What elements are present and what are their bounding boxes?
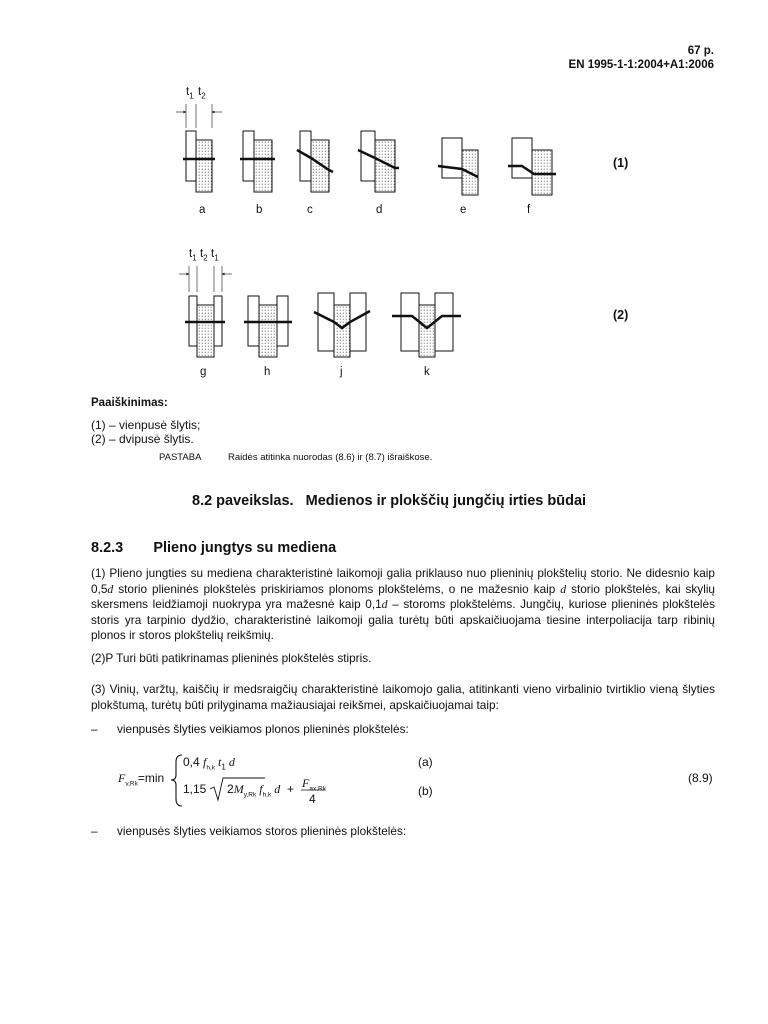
mode-letter: f [527, 204, 531, 216]
paragraph-2: (2)P Turi būti patikrinamas plieninės plokštelės stipris. [91, 651, 372, 665]
figure-caption: 8.2 paveikslas. Medienos ir plokščių jungčių irties būdai [192, 493, 587, 509]
legend-title: Paaiškinimas: [91, 397, 168, 409]
bullet-text: vienpusės šlyties veikiamos plonos plieninės plokštelės: [117, 722, 409, 736]
equation-label-b: (b) [418, 784, 433, 798]
equation-case-a: 0,4 $f_{h,k}$ $t_1$ d [183, 755, 235, 772]
dim-label-t1-right: $t_1$ [211, 248, 219, 263]
bullet-text: vienpusės šlyties veikiamos storos plieninės plokštelės: [117, 824, 407, 838]
equation-case-b: 1,15 [183, 782, 207, 796]
mode-letter: h [264, 366, 271, 378]
legend-item: (1) – vienpusė šlytis; [91, 418, 201, 432]
page-number: 67 p. [687, 45, 714, 57]
section-title: Plieno jungtys su mediena [153, 540, 337, 556]
equation-fraction-denominator: 4 [309, 792, 316, 806]
legend-list [91, 418, 200, 446]
mode-letter: a [199, 204, 206, 216]
mode-k-drawing [392, 293, 461, 357]
mode-letter: b [256, 204, 263, 216]
dim-label-t1: $t_1$ [186, 86, 194, 101]
dim-label-t1-left: $t_1$ [189, 248, 197, 263]
bullet-dash: – [91, 824, 98, 838]
mode-letter: j [340, 366, 343, 378]
legend-item: (2) – dvipusė šlytis. [91, 432, 194, 446]
bullet-dash: – [91, 722, 98, 736]
mode-g-drawing [179, 266, 232, 357]
note-text: Raidės atitinka nuorodas (8.6) ir (8.7) išraiškose. [228, 452, 433, 463]
mode-letter: d [376, 204, 383, 216]
mode-f-drawing [508, 138, 556, 195]
mode-c-drawing [297, 131, 333, 192]
paragraph-1: (1) Plieno jungties su mediena charakteristinė laikomoji galia priklauso nuo plieninių plokštelių storio. Ne didesnio kaip 0,5d storio plieninės plokštelės priskiriamos plonoms plokštelėms, o ne mažesnio kaip d storio plokštelės, kai skylių skersmens leidžiamoji nuokrypa yra mažesnė kaip 0,1d – storoms plokštelėms. Jungčių, kuriose plieninės plokštelės storis yra tarpinio dydžio, charakteristinė laikomoji galia turėtų būti apskaičiuojama tiesine interpoliacija tarp ribinių plonos ir storos plokštelių reikšmių. [91, 566, 715, 642]
equation-number: (8.9) [688, 771, 713, 785]
mode-a-drawing [176, 104, 222, 192]
mode-letter: k [424, 366, 430, 378]
equation-lhs: $F_{v,Rk}=\min$ [118, 771, 165, 788]
dim-label-t2: $t_2$ [198, 86, 206, 101]
mode-e-drawing [438, 138, 478, 195]
paragraph-3: (3) Vinių, varžtų, kaiščių ir medsraigčių charakteristinė laikomojo galia, atitinkanti vieno virbalinio tvirtiklio vieną šlyties plokštumą, turėtų būti prilyginama mažiausiajai reikšmei, apskaičiuojamai taip: [91, 682, 715, 712]
mode-d-drawing [358, 131, 399, 192]
mode-letter: c [307, 204, 313, 216]
mode-j-drawing [314, 293, 370, 357]
note-label: PASTABA [159, 452, 202, 463]
section-heading [91, 540, 336, 556]
equation-plus: + [287, 782, 295, 796]
equation-case-b-root: $2M_{y,Rk}$ $f_{h,k}$ d [227, 782, 281, 799]
dim-label-t2-mid: $t_2$ [200, 248, 208, 263]
row2-marker: (2) [613, 308, 629, 322]
equation-label-a: (a) [418, 755, 433, 769]
mode-h-drawing [244, 296, 292, 357]
standard-reference: EN 1995-1-1:2004+A1:2006 [568, 59, 714, 71]
section-number: 8.2.3 [91, 540, 124, 556]
mode-letter: g [200, 366, 207, 378]
mode-letter: e [460, 204, 467, 216]
row1-marker: (1) [613, 156, 629, 170]
mode-b-drawing [240, 131, 275, 192]
equation-fraction-numerator: $F_{ax,Rk}$ [302, 776, 326, 793]
